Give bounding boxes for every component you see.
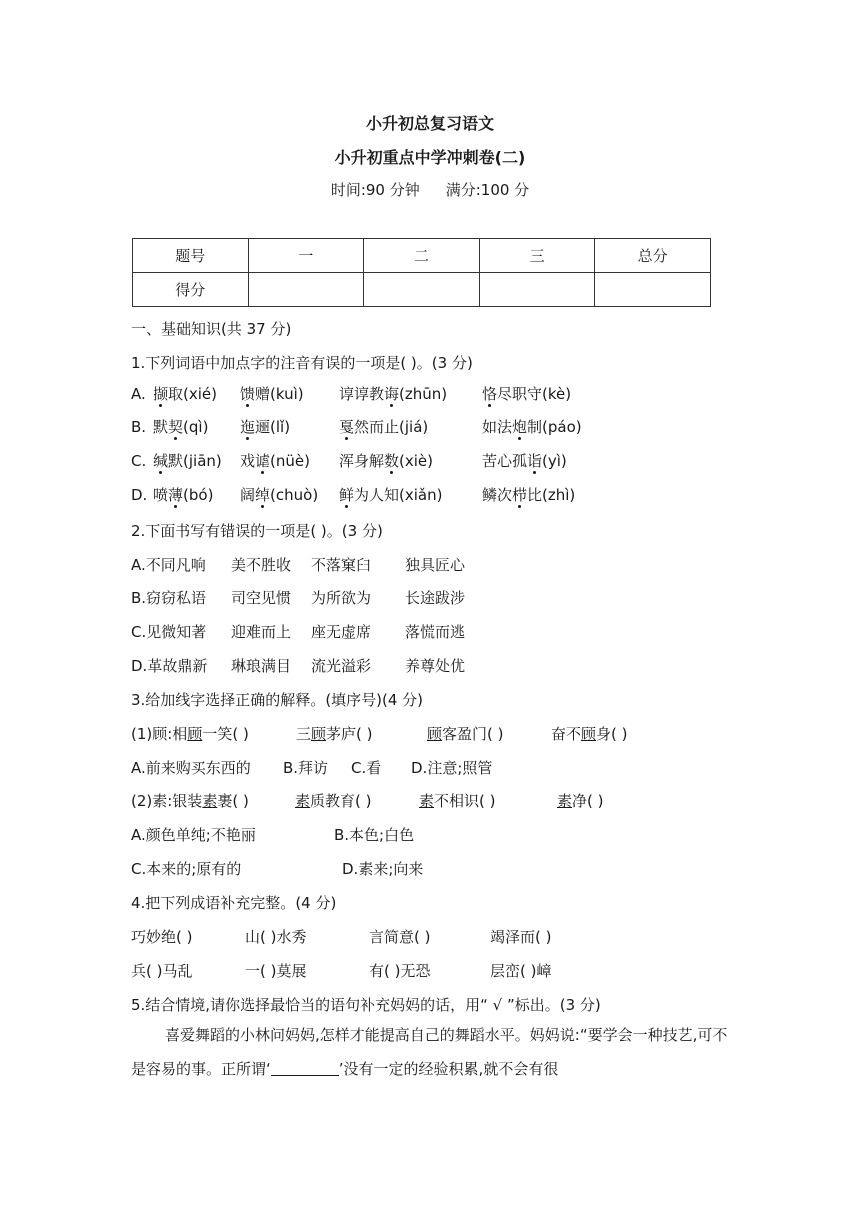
question-2-stem: 2.下面书写有错误的一项是( )。(3 分) xyxy=(131,522,383,540)
word: 浑身解数(xiè) xyxy=(339,452,434,470)
word: 迤逦(lǐ) xyxy=(240,418,291,436)
option-label: B. xyxy=(131,418,147,436)
question-4-row-2: 兵( )马乱 一( )莫展 有( )无恐 层峦( )嶂 xyxy=(131,962,552,980)
question-2-option-b[interactable]: B.窃窃私语 司空见惯 为所欲为 长途跋涉 xyxy=(131,589,466,607)
question-1-option-d[interactable] xyxy=(131,484,575,505)
option-label: D. xyxy=(131,486,148,504)
question-1-option-a[interactable] xyxy=(131,383,571,404)
score-input-cell[interactable] xyxy=(479,273,595,307)
answer-blank[interactable] xyxy=(271,1061,339,1076)
question-2-option-c[interactable]: C.见微知著 迎难而上 座无虚席 落慌而逃 xyxy=(131,623,466,641)
option-label: C. xyxy=(131,452,147,470)
word: 恪尽职守(kè) xyxy=(482,385,572,403)
question-3-part-2: (2)素:银装素裹( ) 素质教育( ) 素不相识( ) 素净( ) xyxy=(131,792,604,810)
question-2-option-d[interactable]: D.革故鼎新 琳琅满目 流光溢彩 养尊处优 xyxy=(131,657,466,675)
question-4-stem: 4.把下列成语补充完整。(4 分) xyxy=(131,894,337,912)
question-1-option-c[interactable] xyxy=(131,450,567,471)
question-4-row-1: 巧妙绝( ) 山( )水秀 言简意( ) 竭泽而( ) xyxy=(131,928,552,946)
full-score: 满分:100 分 xyxy=(445,181,530,199)
exam-title: 小升初总复习语文 xyxy=(365,114,494,133)
option-label: A. xyxy=(131,385,146,403)
score-table-cell: 二 xyxy=(364,239,480,273)
word: 阔绰(chuò) xyxy=(240,486,319,504)
question-3-stem: 3.给加线字选择正确的解释。(填序号)(4 分) xyxy=(131,691,424,709)
question-3-part-2-options-b: C.本来的;原有的 D.素来;向来 xyxy=(131,860,424,878)
time-limit: 时间:90 分钟 xyxy=(330,181,420,199)
question-5-passage: 喜爱舞蹈的小林问妈妈,怎样才能提高自己的舞蹈水平。妈妈说:“要学会一种技艺,可不是容易的事。正所谓‘ ’没有一定的经验积累,就不会有很 xyxy=(131,1026,728,1078)
exam-subtitle: 小升初重点中学冲刺卷(二) xyxy=(334,148,526,167)
section-heading: 一、基础知识(共 37 分) xyxy=(131,320,292,338)
score-table-cell: 总分 xyxy=(595,239,711,273)
word: 谆谆教诲(zhūn) xyxy=(339,385,448,403)
score-table-cell: 得分 xyxy=(133,273,249,307)
question-3-part-1: (1)顾:相顾一笑( ) 三顾茅庐( ) 顾客盈门( ) 奋不顾身( ) xyxy=(131,725,628,743)
word: 鲜为人知(xiǎn) xyxy=(339,486,443,504)
question-3-part-2-options-a: A.颜色单纯;不艳丽 B.本色;白色 xyxy=(131,826,415,844)
question-3-part-1-options: A.前来购买东西的 B.拜访 C.看 D.注意;照管 xyxy=(131,759,493,777)
score-table-cell: 三 xyxy=(479,239,595,273)
word: 喷薄(bó) xyxy=(153,486,214,504)
word: 如法炮制(páo) xyxy=(482,418,582,436)
question-1-stem: 1.下列词语中加点字的注音有误的一项是( )。(3 分) xyxy=(131,354,473,372)
word: 鳞次栉比(zhì) xyxy=(482,486,576,504)
score-table-cell: 一 xyxy=(248,239,364,273)
word: 馈赠(kuì) xyxy=(240,385,304,403)
word: 苦心孤诣(yì) xyxy=(482,452,567,470)
score-table-score-row xyxy=(133,273,711,307)
exam-info xyxy=(0,179,860,200)
word: 戛然而止(jiá) xyxy=(339,418,429,436)
question-5-stem: 5.结合情境,请你选择最恰当的语句补充妈妈的话，用“ √ ”标出。(3 分) xyxy=(131,996,601,1014)
word: 缄默(jiān) xyxy=(153,452,222,470)
score-input-cell[interactable] xyxy=(248,273,364,307)
score-table-header-row xyxy=(133,239,711,273)
word: 戏谑(nüè) xyxy=(240,452,310,470)
word: 默契(qì) xyxy=(153,418,209,436)
question-1-option-b[interactable] xyxy=(131,416,582,437)
score-table-cell: 题号 xyxy=(133,239,249,273)
question-2-option-a[interactable]: A.不同凡响 美不胜收 不落窠臼 独具匠心 xyxy=(131,556,466,574)
score-input-cell[interactable] xyxy=(364,273,480,307)
score-input-cell[interactable] xyxy=(595,273,711,307)
word: 撷取(xié) xyxy=(153,385,217,403)
score-table xyxy=(132,238,711,307)
